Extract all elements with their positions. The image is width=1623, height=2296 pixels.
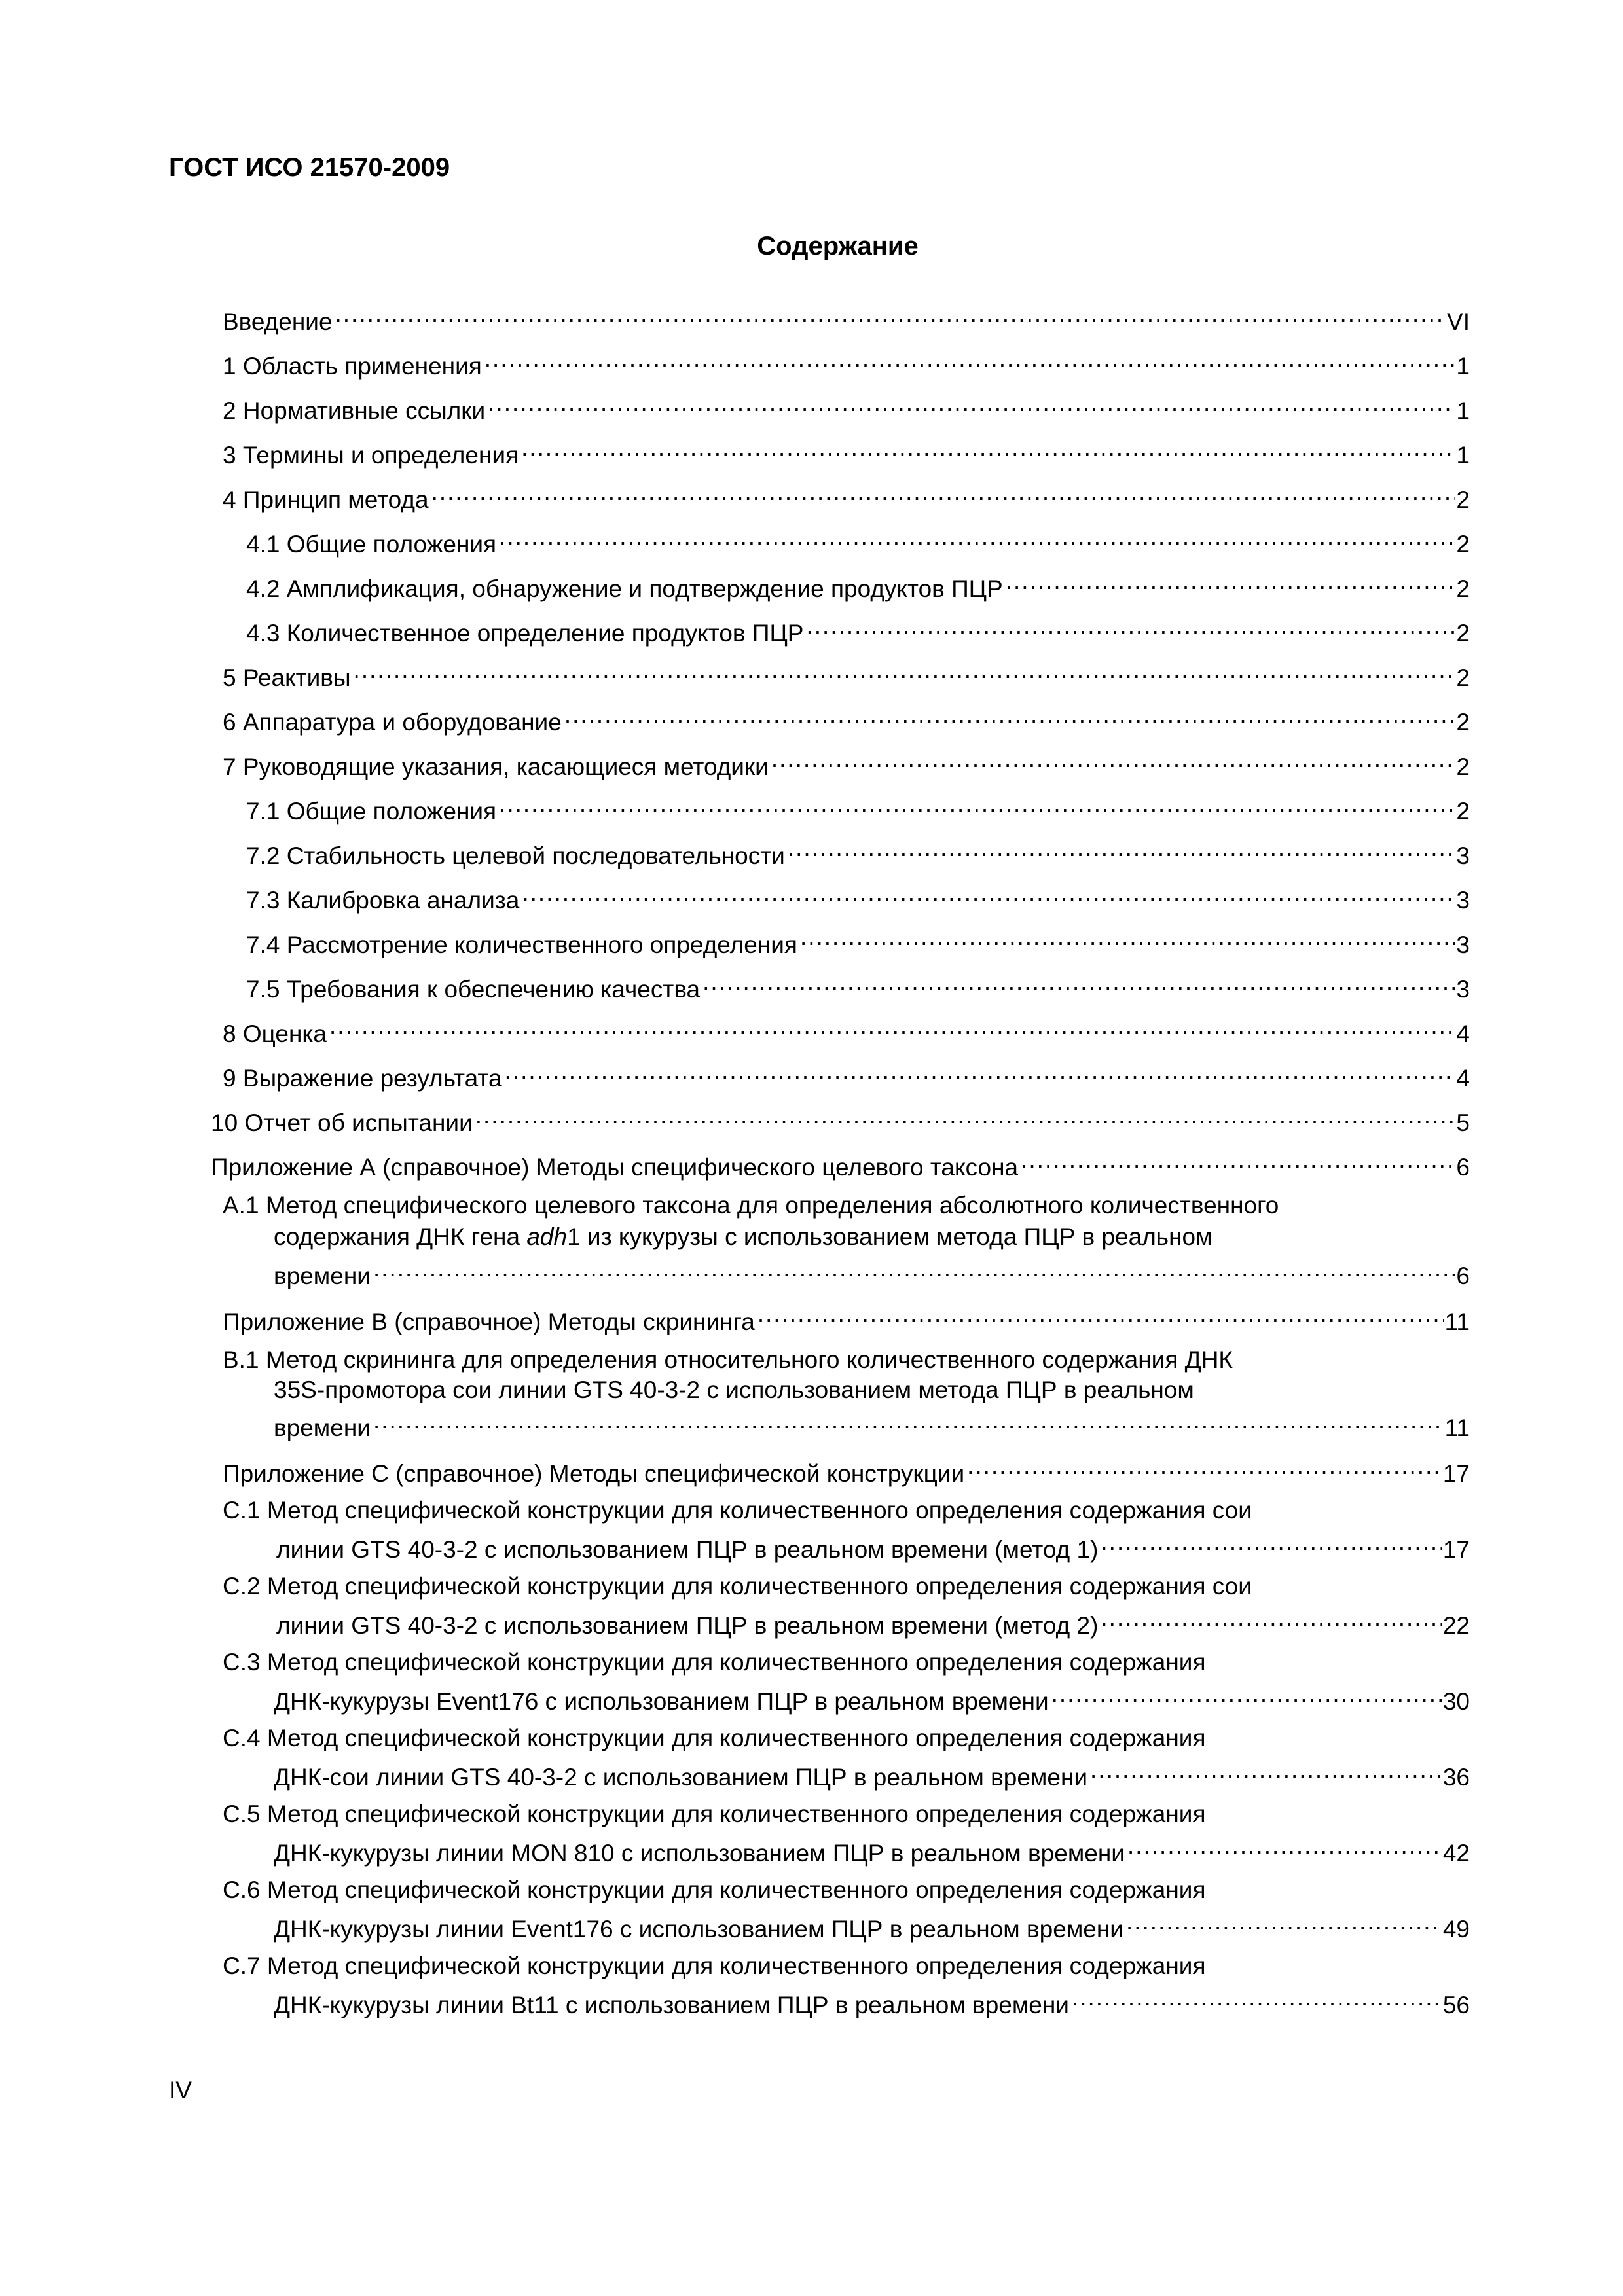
toc-page: 4 (1456, 1065, 1470, 1092)
toc-entry-c1-line1[interactable]: С.1 Метод специфической конструкции для количественного определения содержания сои (223, 1497, 1252, 1524)
toc-entry-4-2[interactable]: 4.2 Амплификация, обнаружение и подтверждение продуктов ПЦР ..... 2 (246, 565, 1470, 605)
toc-entry-c4-line2[interactable]: ДНК-сои линии GTS 40-3-2 с использованием ПЦР в реальном времени ..... 36 (274, 1754, 1470, 1793)
toc-entry-6[interactable]: 6 Аппаратура и оборудование ..... 2 (223, 699, 1470, 738)
toc-page: 1 (1456, 397, 1470, 424)
toc-entry-c7-line2[interactable]: ДНК-кукурузы линии Bt11 с использованием ПЦР в реальном времени ..... 56 (274, 1982, 1470, 2021)
toc-page: 2 (1456, 575, 1470, 602)
toc-entry-intro[interactable]: Введение ..... VI (223, 298, 1470, 338)
toc-entry-c3-line1[interactable]: С.3 Метод специфической конструкции для количественного определения содержания (223, 1649, 1206, 1676)
toc-entry-8[interactable]: 8 Оценка ..... 4 (223, 1011, 1470, 1050)
toc-entry-c6-line2[interactable]: ДНК-кукурузы линии Event176 с использованием ПЦР в реальном времени ..... 49 (274, 1906, 1470, 1945)
toc-entry-c7-line1[interactable]: С.7 Метод специфической конструкции для количественного определения содержания (223, 1952, 1206, 1979)
toc-page: 2 (1456, 798, 1470, 825)
toc-page: 2 (1456, 486, 1470, 513)
toc-entry-2[interactable]: 2 Нормативные ссылки ..... 1 (223, 387, 1470, 427)
toc-page: VI (1447, 308, 1470, 335)
toc-entry-a1-line1[interactable]: А.1 Метод специфического целевого таксона для определения абсолютного количественного (223, 1192, 1279, 1219)
toc-page: 3 (1456, 931, 1470, 958)
toc-page: 49 (1442, 1916, 1470, 1943)
toc-entry-4[interactable]: 4 Принцип метода ..... 2 (223, 476, 1470, 516)
toc-page: 2 (1456, 753, 1470, 780)
toc-entry-c4-line1[interactable]: С.4 Метод специфической конструкции для количественного определения содержания (223, 1725, 1206, 1751)
toc-page: 56 (1442, 1992, 1470, 2018)
toc-page: 3 (1456, 976, 1470, 1003)
toc-title: Содержание (757, 232, 919, 260)
toc-entry-7-5[interactable]: 7.5 Требования к обеспечению качества ..... 3 (246, 966, 1470, 1005)
toc-page: 11 (1444, 1414, 1470, 1441)
toc-entry-7-4[interactable]: 7.4 Рассмотрение количественного определения ..... 3 (246, 922, 1470, 961)
toc-entry-4-3[interactable]: 4.3 Количественное определение продуктов ПЦР ..... 2 (246, 610, 1470, 649)
toc-page: 3 (1456, 842, 1470, 869)
toc-page: 2 (1456, 620, 1470, 647)
toc-page: 11 (1444, 1308, 1470, 1335)
toc-page: 2 (1456, 664, 1470, 691)
toc-entry-c5-line2[interactable]: ДНК-кукурузы линии MON 810 с использованием ПЦР в реальном времени ..... 42 (274, 1830, 1470, 1869)
toc-entry-7[interactable]: 7 Руководящие указания, касающиеся методики ..... 2 (223, 744, 1470, 783)
toc-page: 6 (1456, 1154, 1470, 1181)
toc-page: 4 (1456, 1020, 1470, 1047)
toc-page: 2 (1456, 709, 1470, 736)
toc-entry-c5-line1[interactable]: С.5 Метод специфической конструкции для количественного определения содержания (223, 1801, 1206, 1827)
toc-entry-3[interactable]: 3 Термины и определения ..... 1 (223, 432, 1470, 471)
toc-entry-b1-line1[interactable]: В.1 Метод скрининга для определения относительного количественного содержания ДНК (223, 1346, 1233, 1373)
toc-entry-7-1[interactable]: 7.1 Общие положения ..... 2 (246, 788, 1470, 827)
toc-entry-a1-line2[interactable]: содержания ДНК гена adh1 из кукурузы с использованием метода ПЦР в реальном (274, 1223, 1213, 1250)
toc-page: 1 (1456, 353, 1470, 380)
page-number: IV (169, 2077, 192, 2104)
toc-entry-7-2[interactable]: 7.2 Стабильность целевой последовательности ..... 3 (246, 833, 1470, 872)
toc-entry-4-1[interactable]: 4.1 Общие положения ..... 2 (246, 521, 1470, 560)
toc-entry-c6-line1[interactable]: С.6 Метод специфической конструкции для количественного определения содержания (223, 1876, 1206, 1903)
toc-page: 30 (1442, 1688, 1470, 1715)
toc-page: 22 (1442, 1612, 1470, 1639)
toc-page: 2 (1456, 531, 1470, 558)
toc-entry-c3-line2[interactable]: ДНК-кукурузы Event176 с использованием ПЦР в реальном времени ..... 30 (274, 1678, 1470, 1717)
toc-entry-b1-line2[interactable]: 35S-промотора сои линии GTS 40-3-2 с использованием метода ПЦР в реальном (274, 1376, 1194, 1403)
toc-entry-5[interactable]: 5 Реактивы ..... 2 (223, 655, 1470, 694)
toc-page: 42 (1442, 1840, 1470, 1867)
toc-entry-7-3[interactable]: 7.3 Калибровка анализа ..... 3 (246, 877, 1470, 916)
toc-entry-b1-line3[interactable]: времени ..... 11 (274, 1405, 1470, 1444)
toc-page: 1 (1456, 442, 1470, 469)
toc-page: 6 (1456, 1263, 1470, 1289)
toc-entry-a1-line3[interactable]: времени ..... 6 (274, 1253, 1470, 1292)
toc-page: 17 (1442, 1460, 1470, 1487)
toc-page: 5 (1456, 1109, 1470, 1136)
toc-entry-10[interactable]: 10 Отчет об испытании ..... 5 (211, 1100, 1470, 1139)
toc-entry-c2-line1[interactable]: С.2 Метод специфической конструкции для количественного определения содержания сои (223, 1573, 1252, 1600)
toc-entry-annex-c[interactable]: Приложение С (справочное) Методы специфической конструкции ..... 17 (223, 1450, 1470, 1490)
toc-entry-annex-b[interactable]: Приложение В (справочное) Методы скрининга ..... 11 (223, 1299, 1470, 1338)
toc-page: 3 (1456, 887, 1470, 914)
toc-page: 36 (1442, 1764, 1470, 1791)
standard-code: ГОСТ ИСО 21570-2009 (169, 153, 450, 182)
toc-entry-annex-a[interactable]: Приложение А (справочное) Методы специфического целевого таксона ..... 6 (211, 1144, 1470, 1183)
toc-entry-1[interactable]: 1 Область применения ..... 1 (223, 343, 1470, 382)
toc-entry-c2-line2[interactable]: линии GTS 40-3-2 с использованием ПЦР в реальном времени (метод 2) ..... 22 (276, 1602, 1470, 1641)
toc-page: 17 (1442, 1536, 1470, 1563)
toc-entry-c1-line2[interactable]: линии GTS 40-3-2 с использованием ПЦР в реальном времени (метод 1) ..... 17 (276, 1526, 1470, 1566)
toc-entry-9[interactable]: 9 Выражение результата ..... 4 (223, 1055, 1470, 1094)
